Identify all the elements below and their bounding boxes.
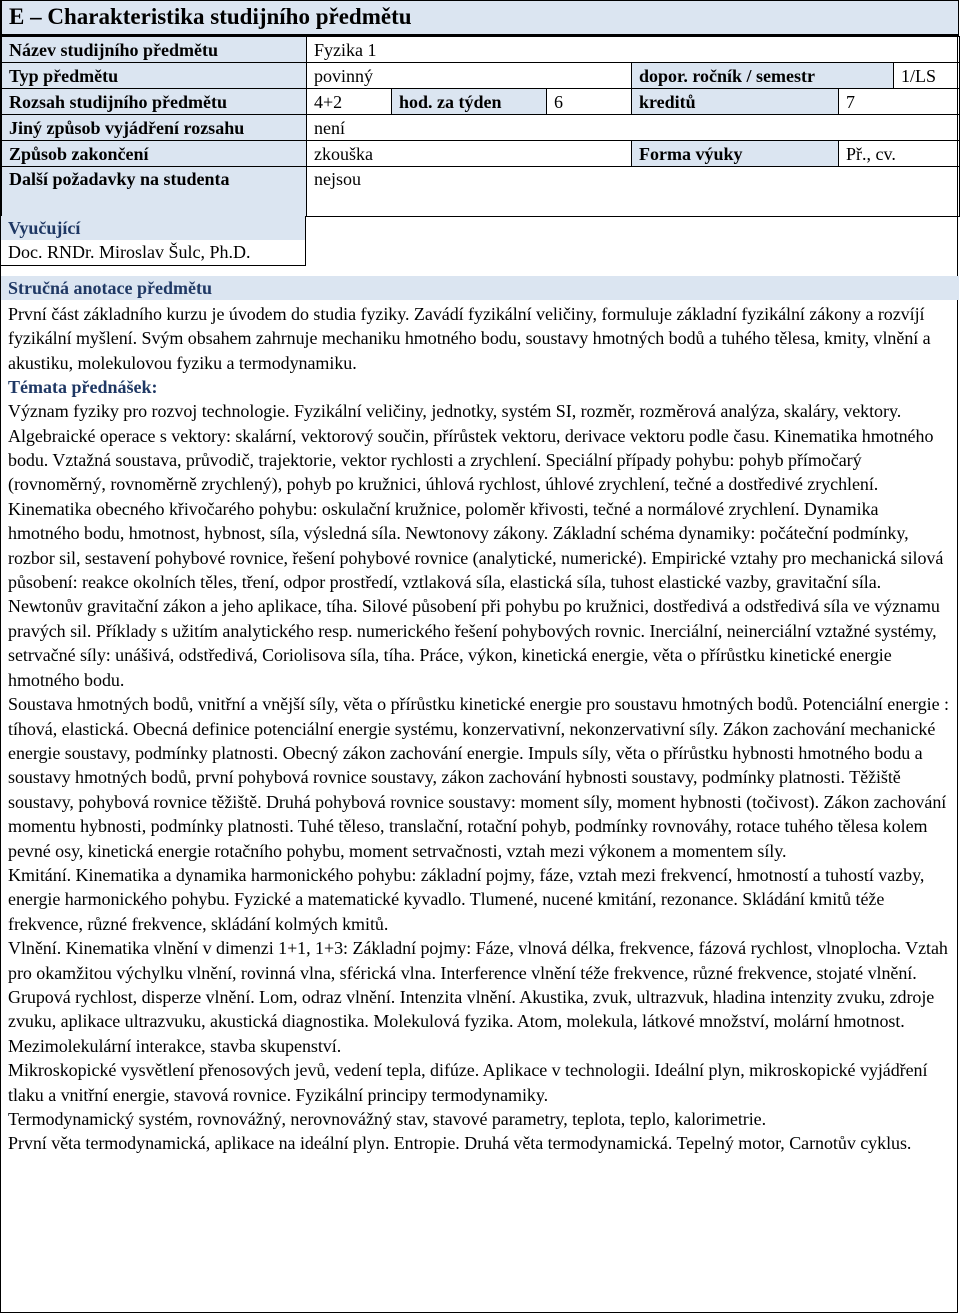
topics-paragraph: Význam fyziky pro rozvoj technologie. Fyzikální veličiny, jednotky, systém SI, rozměr, rozměrová analýza, skaláry, vektory. Algebraické operace s vektory: skalární, vektorový součin, přírůstek vektoru, derivace vektoru podle času. Kinematika hmotného bodu. Vztažná soustava, průvodič, trajektorie, vektor rychlosti a zrychlení. Speciální případy pohybu: pohyb přímočarý (rovnoměrný, rovnoměrně zrychlený), pohyb po kružnici, úhlová rychlost, úhlové zrychlení, tečné a dostředivé zrychlení. Kinematika obecného křivočarého pohybu: oskulační kružnice, poloměr křivosti, tečné a normálové zrychlení. Dynamika hmotného bodu, hmotnost, hybnost, síla, výsledná síla. Newtonovy zákony. Základní schéma dynamiky: počáteční podmínky, rozbor sil, sestavení pohybové rovnice, řešení pohybové rovnice (analytické, numerické). Empirické vztahy pro mechanická silová působení: reakce okolních těles, tření, odpor prostředí, vztlaková síla, elastická síla, tuhost elastické vazby, gravitační síla. Newtonův gravitační zákon a jeho aplikace, tíha. Silové působení při pohybu po kružnici, dostředivá a odstředivá síla ve významu pravých sil. Příklady s užitím analytického resp. numerického řešení pohybových rovnic. Inerciální, neinerciální vztažné systémy, setrvačné síly: unášivá, odstředivá, Coriolisova síla, tíha. Práce, výkon, kinetická energie, věta o přírůstku kinetické energie hmotného bodu.: [8, 401, 944, 690]
completion-label: Způsob zakončení: [2, 141, 307, 167]
row-other-scope: [2, 115, 960, 141]
row-course-scope: [2, 89, 960, 115]
course-name-label: Název studijního předmětu: [2, 37, 307, 63]
topics-paragraph: Mikroskopické vysvětlení přenosových jevů, vedení tepla, difúze. Aplikace v technologii. Ideální plyn, mikroskopické vyjádření tlaku a vnitřní energie, stavová rovnice. Fyzikální principy termodynamiky.: [8, 1060, 928, 1105]
scope-value: 4+2: [307, 89, 392, 115]
row-completion: [2, 141, 960, 167]
requirements-value: nejsou: [307, 167, 960, 217]
requirements-label: Další požadavky na studenta: [2, 167, 307, 217]
course-type-value: povinný: [307, 63, 632, 89]
completion-value: zkouška: [307, 141, 632, 167]
topics-paragraph: Vlnění. Kinematika vlnění v dimenzi 1+1, 1+3: Základní pojmy: Fáze, vlnová délka, frekvence, fázová rychlost, vlnoplocha. Vztah pro okamžitou výchylku vlnění, rovinná vlna, sférická vlna. Interference vlnění téže frekvence, různé frekvence, stojaté vlnění. Grupová rychlost, disperze vlnění. Lom, odraz vlnění. Intenzita vlnění. Akustika, zvuk, ultrazvuk, hladina intenzity zvuku, zdroje zvuku, aplikace ultrazvuku, akustická diagnostika. Molekulová fyzika. Atom, molekula, látkové množství, molární hmotnost. Mezimolekulární interakce, stavba skupenství.: [8, 938, 948, 1056]
year-semester-value: 1/LS: [894, 63, 960, 89]
annotation-section: [1, 276, 959, 1156]
row-requirements: [2, 167, 960, 217]
hours-value: 6: [547, 89, 632, 115]
teachers-section: [1, 216, 959, 270]
course-type-label: Typ předmětu: [2, 63, 307, 89]
course-info-table: [1, 36, 960, 217]
credits-label: kreditů: [632, 89, 839, 115]
sheet-title: E – Charakteristika studijního předmětu: [1, 0, 959, 36]
year-semester-label: dopor. ročník / semestr: [632, 63, 894, 89]
topics-title: Témata přednášek:: [8, 377, 158, 398]
topics-paragraph: První věta termodynamická, aplikace na ideální plyn. Entropie. Druhá věta termodynamická. Tepelný motor, Carnotův cyklus.: [8, 1133, 912, 1154]
other-scope-label: Jiný způsob vyjádření rozsahu: [2, 115, 307, 141]
scope-label: Rozsah studijního předmětu: [2, 89, 307, 115]
course-name-value: Fyzika 1: [307, 37, 960, 63]
other-scope-value: není: [307, 115, 960, 141]
annotation-title: Stručná anotace předmětu: [8, 278, 212, 298]
teaching-form-value: Př., cv.: [839, 141, 960, 167]
hours-label: hod. za týden: [392, 89, 547, 115]
topics-paragraph: Soustava hmotných bodů, vnitřní a vnější síly, věta o přírůstku kinetické energie pro soustavu hmotných bodů. Potenciální energie : tíhová, elastická. Obecná definice potenciální energie systému, konzervativní, nekonzervativní síly. Zákon zachování mechanické energie soustavy, podmínky platnosti. Obecný zákon zachování energie. Impuls síly, věta o přírůstku hybnosti hmotného bodu a soustavy hmotných bodů, první pohybová rovnice soustavy, zákon zachování hybnosti soustavy, podmínky platnosti. Těžiště soustavy, pohybová rovnice těžiště. Druhá pohybová rovnice soustavy: moment síly, moment hybnosti (točivost). Zákon zachování momentu hybnosti, podmínky platnosti. Tuhé těleso, translační, rotační pohyb, podmínky rovnováhy, rotace tuhého tělesa kolem pevné osy, kinetická energie rotačního pohybu, moment setrvačnosti, vztah mezi výkonem a momentem síly.: [8, 694, 949, 861]
teaching-form-label: Forma výuky: [632, 141, 839, 167]
row-course-name: [2, 37, 960, 63]
topics-paragraph: Termodynamický systém, rovnovážný, nerovnovážný stav, stavové parametry, teplota, teplo, kalorimetrie.: [8, 1109, 767, 1129]
credits-value: 7: [839, 89, 960, 115]
teachers-title: Vyučující: [8, 218, 81, 238]
teachers-title-cell: [1, 216, 306, 240]
row-course-type: [2, 63, 960, 89]
annotation-intro: První část základního kurzu je úvodem do studia fyziky. Zavádí fyzikální veličiny, formuluje základní fyzikální zákony a rozvíjí fyzikální myšlení. Svým obsahem zahrnuje mechaniku hmotného bodu, soustavy hmotných bodů a tuhého tělesa, kmity, vlnění a akustiku, molekulovou fyziku a termodynamiku.: [8, 304, 931, 373]
annotation-title-bar: [1, 276, 959, 300]
topics-paragraph: Kmitání. Kinematika a dynamika harmonického pohybu: základní pojmy, fáze, vztah mezi frekvencí, hmotností a tuhostí vazby, energie harmonického pohybu. Fyzické a matematické kyvadlo. Tlumené, nucené kmitání, rezonance. Skládání kmitů téže frekvence, různé frekvence, skládání kolmých kmitů.: [8, 864, 925, 934]
teacher-name: Doc. RNDr. Miroslav Šulc, Ph.D.: [1, 240, 306, 266]
